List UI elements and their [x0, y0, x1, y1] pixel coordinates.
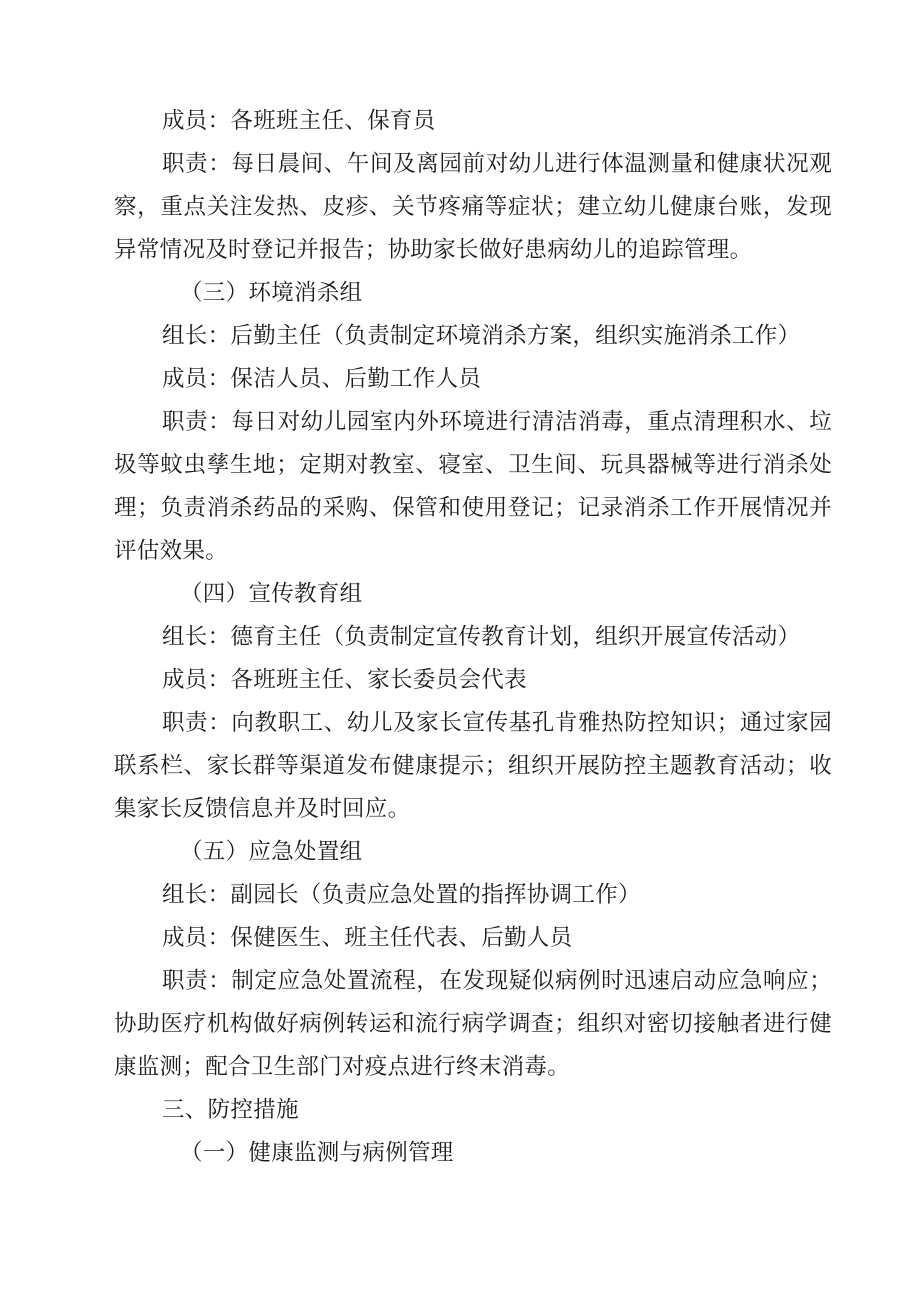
subheading-environment-disinfection: （三）环境消杀组 [180, 280, 363, 306]
paragraph-members-parents-committee: 成员：各班班主任、家长委员会代表 [162, 667, 527, 693]
paragraph-leader-vice-principal: 组长：副园长（负责应急处置的指挥协调工作） [162, 882, 641, 908]
paragraph-leader-logistics: 组长：后勤主任（负责制定环境消杀方案，组织实施消杀工作） [162, 323, 801, 349]
paragraph-members-class-teachers: 成员：各班班主任、保育员 [162, 108, 436, 134]
paragraph-duties-publicity: 职责：向教职工、幼儿及家长宣传基孔肯雅热防控知识；通过家园联系栏、家长群等渠道发布健康提示；组织开展防控主题教育活动；收集家长反馈信息并及时回应。 [114, 710, 832, 822]
paragraph-duties-health-check: 职责：每日晨间、午间及离园前对幼儿进行体温测量和健康状况观察，重点关注发热、皮疹、关节疼痛等症状；建立幼儿健康台账，发现异常情况及时登记并报告；协助家长做好患病幼儿的追踪管理。 [114, 151, 832, 263]
subheading-emergency-response: （五）应急处置组 [180, 839, 363, 865]
paragraph-members-cleaning: 成员：保洁人员、后勤工作人员 [162, 366, 482, 392]
paragraph-duties-disinfection: 职责：每日对幼儿园室内外环境进行清洁消毒，重点清理积水、垃圾等蚊虫孳生地；定期对教室、寝室、卫生间、玩具器械等进行消杀处理；负责消杀药品的采购、保管和使用登记；记录消杀工作开展情况并评估效果。 [114, 409, 832, 564]
subheading-health-monitoring: （一）健康监测与病例管理 [180, 1140, 454, 1166]
section-heading-prevention-measures: 三、防控措施 [162, 1097, 299, 1123]
paragraph-members-emergency: 成员：保健医生、班主任代表、后勤人员 [162, 925, 573, 951]
paragraph-duties-emergency: 职责：制定应急处置流程，在发现疑似病例时迅速启动应急响应；协助医疗机构做好病例转运和流行病学调查；组织对密切接触者进行健康监测；配合卫生部门对疫点进行终末消毒。 [114, 968, 832, 1080]
paragraph-leader-moral-education: 组长：德育主任（负责制定宣传教育计划，组织开展宣传活动） [162, 624, 801, 650]
subheading-publicity-education: （四）宣传教育组 [180, 581, 363, 607]
